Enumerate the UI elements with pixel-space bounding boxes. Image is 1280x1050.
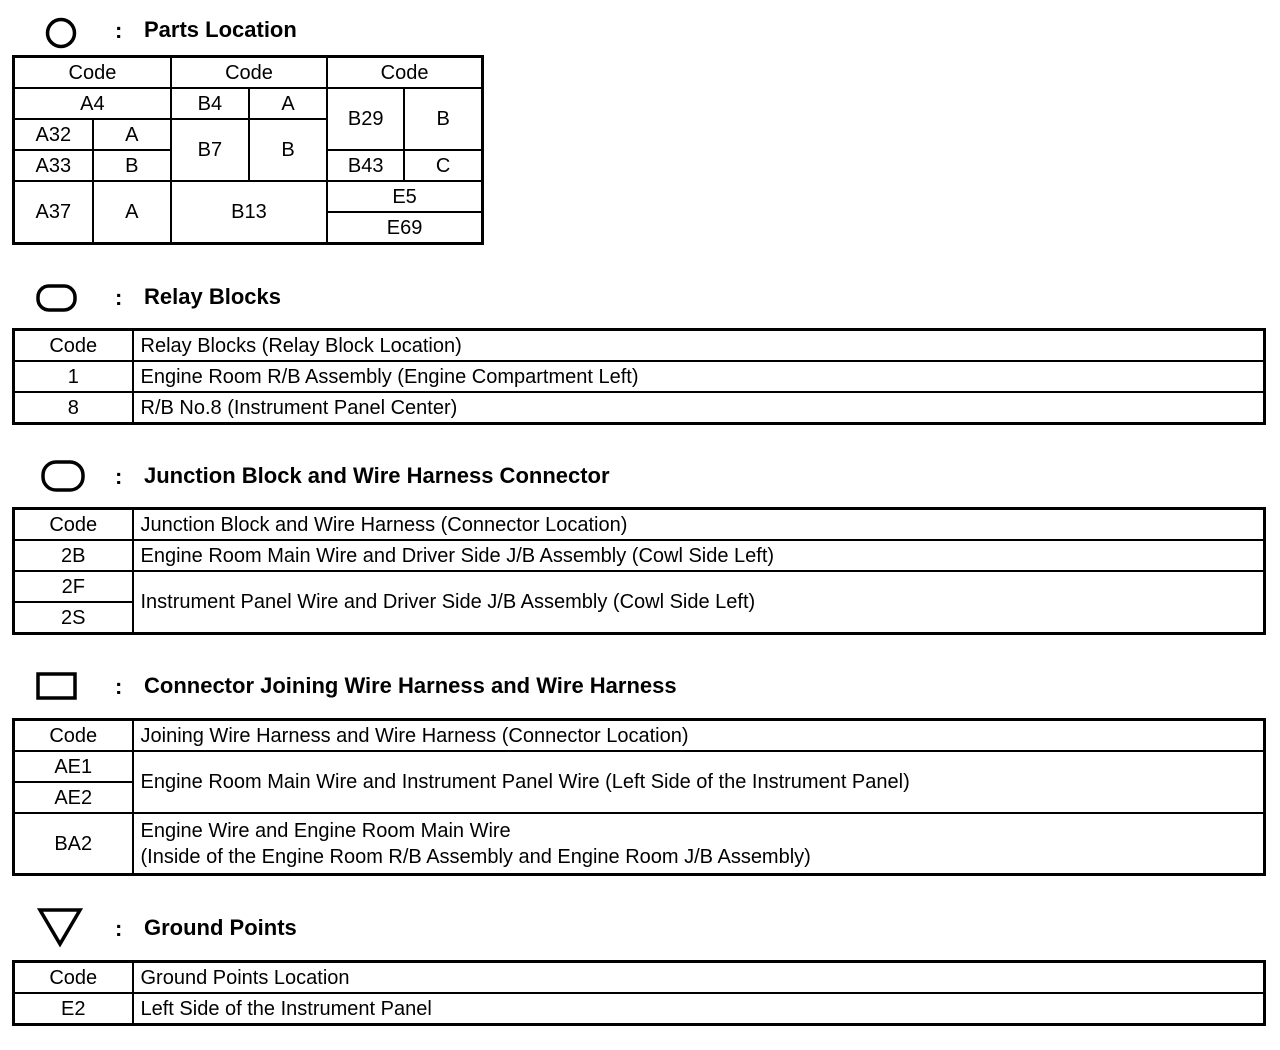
code-header: Code (14, 509, 133, 541)
ground-triangle-icon (36, 906, 84, 950)
description-header: Junction Block and Wire Harness (Connector Location) (133, 509, 1265, 541)
code-cell-a4: A4 (14, 88, 171, 119)
code-cell: 2F (14, 571, 133, 602)
colon: : (115, 916, 123, 941)
code-cell-b13: B13 (171, 181, 327, 244)
code-cell-a32: A32 (14, 119, 93, 150)
table-row (14, 181, 483, 212)
description-header: Ground Points Location (133, 962, 1265, 994)
circle-icon (44, 16, 78, 50)
description-line: Engine Wire and Engine Room Main Wire (140, 819, 511, 842)
table-row (14, 392, 1265, 424)
table-row (14, 813, 1265, 875)
parts-location-heading (0, 12, 900, 52)
table-row (14, 993, 1265, 1025)
description-header: Relay Blocks (Relay Block Location) (133, 330, 1265, 362)
code-cell-e5: E5 (327, 181, 482, 212)
table-header-row (14, 57, 483, 89)
section-title: Junction Block and Wire Harness Connector (144, 463, 610, 488)
junction-block-heading (0, 456, 900, 496)
section-title: Connector Joining Wire Harness and Wire Harness (144, 673, 677, 698)
description-header: Joining Wire Harness and Wire Harness (Connector Location) (133, 720, 1265, 752)
value-cell-b43: C (404, 150, 482, 181)
code-header: Code (171, 57, 327, 89)
value-cell-b7: B (249, 119, 327, 181)
parts-location-table (12, 55, 484, 245)
connector-joining-table (12, 718, 1266, 876)
value-cell-a37: A (93, 181, 171, 244)
table-header-row (14, 720, 1265, 752)
code-cell-b4: B4 (171, 88, 249, 119)
section-title: Relay Blocks (144, 284, 281, 309)
description-cell: Engine Room R/B Assembly (Engine Compartment Left) (133, 361, 1265, 392)
description-cell: Left Side of the Instrument Panel (133, 993, 1265, 1025)
code-cell: 2B (14, 540, 133, 571)
code-cell: 2S (14, 602, 133, 634)
colon: : (115, 18, 123, 43)
code-cell-b7: B7 (171, 119, 249, 181)
colon: : (115, 464, 123, 489)
table-row (14, 751, 1265, 782)
colon: : (115, 285, 123, 310)
table-row (14, 540, 1265, 571)
code-cell-b29: B29 (327, 88, 404, 150)
code-cell: E2 (14, 993, 133, 1025)
rounded-rect-icon (40, 458, 86, 494)
description-cell: Engine Room Main Wire and Driver Side J/B Assembly (Cowl Side Left) (133, 540, 1265, 571)
code-cell-a33: A33 (14, 150, 93, 181)
table-row (14, 571, 1265, 602)
description-line: (Inside of the Engine Room R/B Assembly and Engine Room J/B Assembly) (140, 845, 811, 868)
code-cell-a37: A37 (14, 181, 93, 244)
relay-blocks-table (12, 328, 1266, 425)
code-header: Code (327, 57, 482, 89)
code-cell: 1 (14, 361, 133, 392)
code-cell: 8 (14, 392, 133, 424)
code-cell: AE1 (14, 751, 133, 782)
code-header: Code (14, 57, 171, 89)
description-cell: Engine Room Main Wire and Instrument Panel Wire (Left Side of the Instrument Panel) (133, 751, 1265, 813)
ground-points-heading (0, 906, 900, 946)
rounded-rect-icon (36, 283, 78, 313)
table-header-row (14, 962, 1265, 994)
description-cell: R/B No.8 (Instrument Panel Center) (133, 392, 1265, 424)
table-row (14, 361, 1265, 392)
rectangle-icon (36, 672, 78, 702)
value-cell-a32: A (93, 119, 171, 150)
code-cell: AE2 (14, 782, 133, 813)
description-cell (133, 813, 1265, 875)
code-cell-b43: B43 (327, 150, 404, 181)
description-cell: Instrument Panel Wire and Driver Side J/B Assembly (Cowl Side Left) (133, 571, 1265, 634)
code-header: Code (14, 962, 133, 994)
ground-points-table (12, 960, 1266, 1026)
code-header: Code (14, 720, 133, 752)
code-header: Code (14, 330, 133, 362)
colon: : (115, 674, 123, 699)
connector-joining-heading (0, 666, 900, 706)
code-cell-e69: E69 (327, 212, 482, 244)
relay-blocks-heading (0, 278, 900, 318)
table-row (14, 88, 483, 119)
table-header-row (14, 330, 1265, 362)
table-header-row (14, 509, 1265, 541)
value-cell-b29: B (404, 88, 482, 150)
code-cell: BA2 (14, 813, 133, 875)
value-cell-a33: B (93, 150, 171, 181)
section-title: Ground Points (144, 915, 297, 940)
junction-block-table (12, 507, 1266, 635)
section-title: Parts Location (144, 17, 297, 42)
value-cell-b4: A (249, 88, 327, 119)
